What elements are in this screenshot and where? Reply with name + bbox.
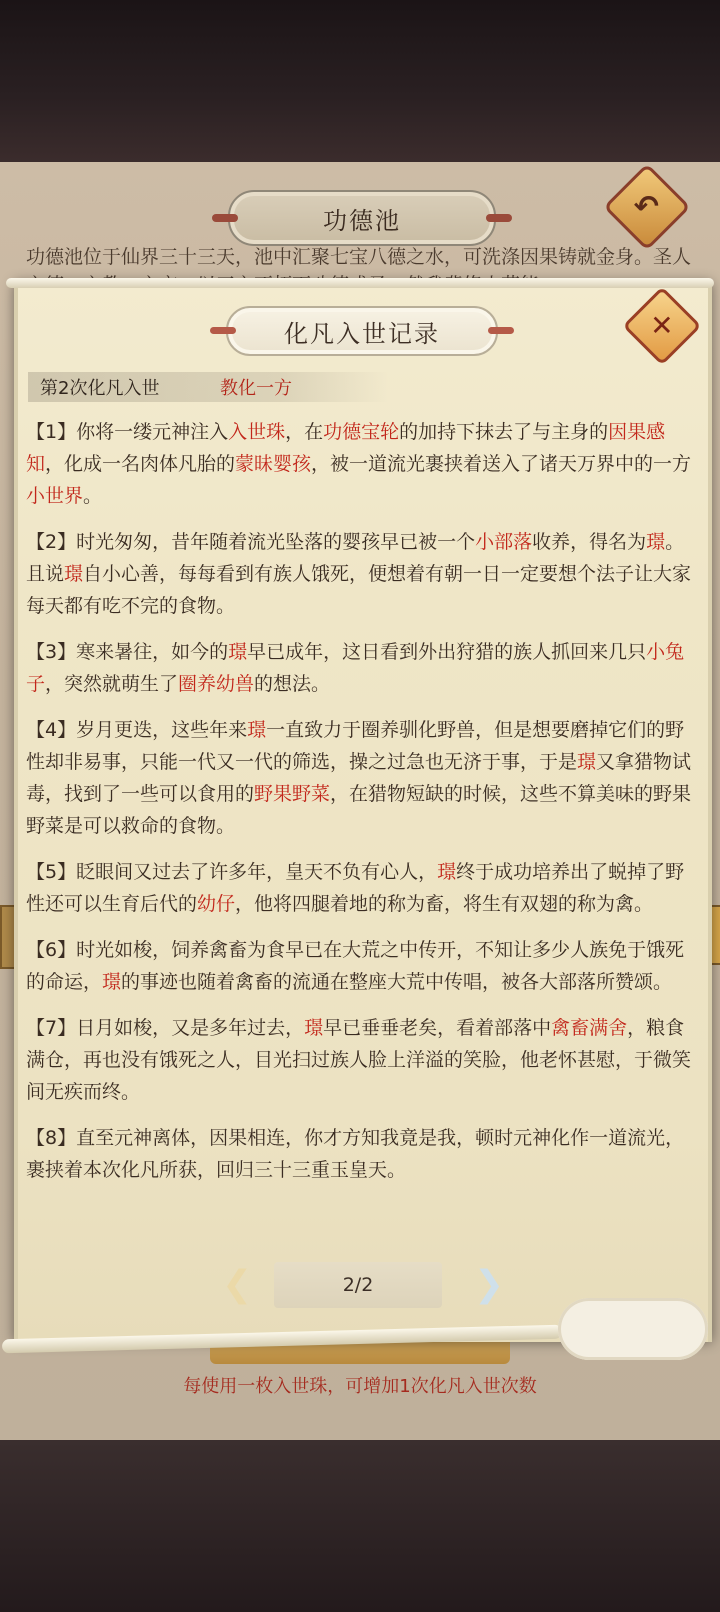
bottom-dark-area [0,1440,720,1612]
entry-text: 收养，得名为 [532,531,647,553]
record-entry [26,856,698,920]
highlight-keyword: 小兔子 [26,641,685,695]
pager [274,1262,442,1308]
highlight-keyword: 禽畜满舍 [551,1017,628,1039]
entry-text: 【5】眨眼间又过去了许多年，皇天不负有心人， [26,861,438,883]
entry-text: ，在猎物短缺的时候，这些不算美味的野果野菜是可以救命的食物。 [26,783,692,837]
close-icon: ✕ [650,309,674,342]
entry-text: ，他将四腿着地的称为畜，将生有双翅的称为禽。 [235,893,654,915]
highlight-keyword: 璟 [577,751,597,773]
merit-pool-title-plaque [228,190,496,246]
merit-pool-title: 功德池 [323,206,401,235]
back-arrow-icon: ↶ [634,189,660,225]
highlight-keyword: 璟 [228,641,248,663]
merit-pool-description: 功德池位于仙界三十三天，池中汇聚七宝八德之水，可洗涤因果铸就金身。圣人 [26,246,692,268]
entry-text: 的事迹也随着禽畜的流通在整座大荒中传唱，被各大部落所赞颂。 [121,971,673,993]
popup-title: 化凡入世记录 [284,319,440,348]
record-entry [26,1012,698,1108]
page-indicator: 2/2 [342,1274,374,1296]
highlight-keyword: 因果感知 [26,421,666,475]
entry-text: 早已成年，这日看到外出狩猎的族人抓回来几只 [247,641,647,663]
entry-text: ，粮食满仓，再也没有饿死之人，目光扫过族人脸上洋溢的笑脸，他老怀甚慰，于微笑间无疾而终。 [26,1017,692,1103]
highlight-keyword: 璟 [247,719,267,741]
entry-text: 一直致力于圈养驯化野兽，但是想要磨掉它们的野性却非易事，只能一代又一代的筛选，操之过急也无济于事，于是 [26,719,685,773]
entry-text: 。且说 [26,531,685,585]
merit-pool-hint: 每使用一枚入世珠，可增加1次化凡入世次数 [183,1376,537,1397]
entry-text: 又拿猎物试毒，找到了一些可以食用的 [26,751,692,805]
entry-text: 【6】时光如梭，饲养禽畜为食早已在大荒之中传开，不知让多少人族免于饿死的命运， [26,939,685,993]
popup-title-plaque [226,306,498,356]
entry-text: ，化成一名肉体凡胎的 [45,453,236,475]
next-page-icon[interactable]: ❯ [474,1264,505,1305]
entry-text: 【8】直至元神离体，因果相连，你才方知我竟是我，顿时元神化作一道流光，裹挟着本次化凡所获，回归三十三重玉皇天。 [26,1127,685,1181]
highlight-keyword: 小部落 [475,531,533,553]
highlight-keyword: 璟 [646,531,666,553]
record-entry [26,636,698,700]
entry-text: ，在 [285,421,324,443]
highlight-keyword: 璟 [304,1017,324,1039]
highlight-keyword: 璟 [437,861,457,883]
entry-text: 自小心善，每每看到有族人饿死，便想着有朝一日一定要想个法子让大家每天都有吃不完的食物。 [26,563,692,617]
record-header [28,372,388,402]
entry-text: 【3】寒来暑往，如今的 [26,641,229,663]
highlight-keyword: 璟 [102,971,122,993]
highlight-keyword: 幼仔 [197,893,236,915]
top-dark-area [0,0,720,162]
record-entry [26,714,698,842]
highlight-keyword: 璟 [64,563,84,585]
record-entry [26,416,698,512]
highlight-keyword: 野果野菜 [254,783,331,805]
entry-text: 终于成功培养出了蜕掉了野性还可以生育后代的 [26,861,685,915]
record-name: 教化一方 [220,378,292,399]
cloud-ornament [558,1298,708,1360]
entry-text: ，突然就萌生了 [45,673,179,695]
highlight-keyword: 功德宝轮 [323,421,400,443]
highlight-keyword: 蒙昧婴孩 [235,453,312,475]
entry-text: 的加持下抹去了与主身的 [399,421,609,443]
record-entry [26,526,698,622]
entry-text: 【7】日月如梭，又是多年过去， [26,1017,305,1039]
entry-text: 的想法。 [254,673,331,695]
entry-text: 早已垂垂老矣，看着部落中 [323,1017,552,1039]
record-count: 第2次化凡入世 [40,378,160,399]
entry-text: 【4】岁月更迭，这些年来 [26,719,248,741]
entry-text: 【2】时光匆匆，昔年随着流光坠落的婴孩早已被一个 [26,531,476,553]
entry-text: 【1】你将一缕元神注入 [26,421,229,443]
record-entry [26,1122,698,1186]
entry-text: 。 [83,485,103,507]
record-entry [26,934,698,998]
highlight-keyword: 圈养幼兽 [178,673,255,695]
record-entries [26,416,698,1200]
scroll-rod-top [6,278,714,288]
highlight-keyword: 小世界 [26,485,84,507]
entry-text: ，被一道流光裹挟着送入了诸天万界中的一方 [311,453,692,475]
highlight-keyword: 入世珠 [228,421,286,443]
prev-page-icon[interactable]: ❮ [222,1264,253,1305]
